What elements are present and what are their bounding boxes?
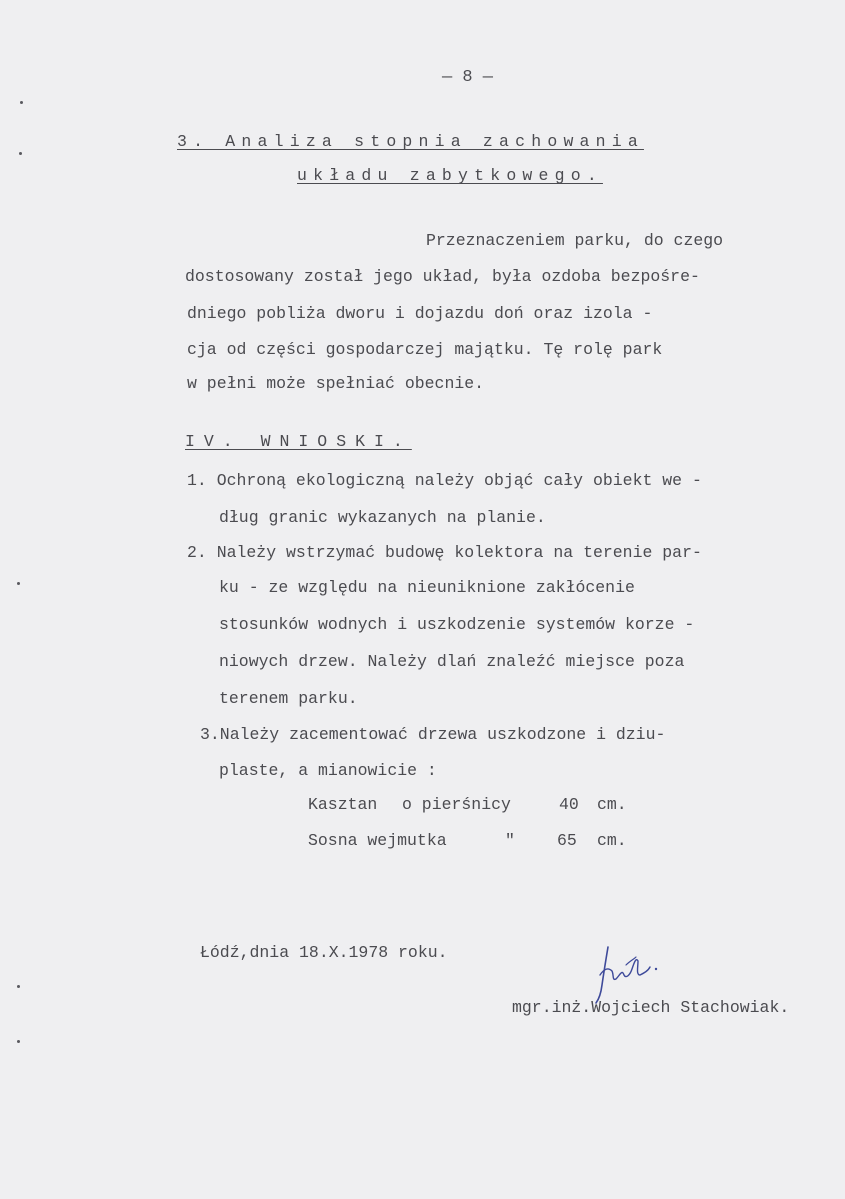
page-number: — 8 — — [442, 68, 494, 87]
author-line: mgr.inż.Wojciech Stachowiak. — [512, 998, 790, 1017]
date-line: Łódź,dnia 18.X.1978 roku. — [200, 943, 448, 962]
list-item-3-line: plaste, a mianowicie : — [219, 761, 437, 780]
list-item-2-line: ku - ze względu na nieuniknione zakłócenie — [219, 578, 635, 597]
tree-value: 40 — [559, 795, 579, 814]
paragraph-line: dostosowany został jego układ, była ozdoba bezpośre- — [185, 267, 700, 286]
list-item-3-line: 3.Należy zacementować drzewa uszkodzone i dziu- — [200, 725, 666, 744]
tree-measure: " — [505, 831, 515, 850]
list-item-2-line: stosunków wodnych i uszkodzenie systemów korze - — [219, 615, 695, 634]
punch-hole-mark — [20, 101, 23, 104]
punch-hole-mark — [17, 985, 20, 988]
paragraph-line: cja od części gospodarczej majątku. Tę rolę park — [187, 340, 663, 359]
paragraph-line: dniego pobliża dworu i dojazdu doń oraz izola - — [187, 304, 653, 323]
list-item-2-line: terenem parku. — [219, 689, 358, 708]
punch-hole-mark — [17, 582, 20, 585]
tree-name: Kasztan — [308, 795, 378, 814]
list-item-2-line: niowych drzew. Należy dlań znaleźć miejsce poza — [219, 652, 685, 671]
paragraph-line: w pełni może spełniać obecnie. — [187, 374, 485, 393]
tree-measure: o pierśnicy — [402, 795, 511, 814]
tree-unit: cm. — [597, 795, 627, 814]
list-item-1-line: dług granic wykazanych na planie. — [219, 508, 546, 527]
list-item-1-line: 1. Ochroną ekologiczną należy objąć cały obiekt we - — [187, 471, 702, 490]
punch-hole-mark — [19, 152, 22, 155]
punch-hole-mark — [17, 1040, 20, 1043]
paragraph-line: Przeznaczeniem parku, do czego — [426, 231, 724, 250]
section-title: IV. WNIOSKI. — [185, 432, 412, 451]
handwritten-signature — [590, 945, 685, 1005]
tree-unit: cm. — [597, 831, 627, 850]
section-heading-line-1: 3. Analiza stopnia zachowania — [177, 132, 644, 151]
list-item-2-line: 2. Należy wstrzymać budowę kolektora na terenie par- — [187, 543, 702, 562]
section-heading-line-2: układu zabytkowego. — [297, 166, 603, 185]
tree-name: Sosna wejmutka — [308, 831, 447, 850]
tree-value: 65 — [557, 831, 577, 850]
